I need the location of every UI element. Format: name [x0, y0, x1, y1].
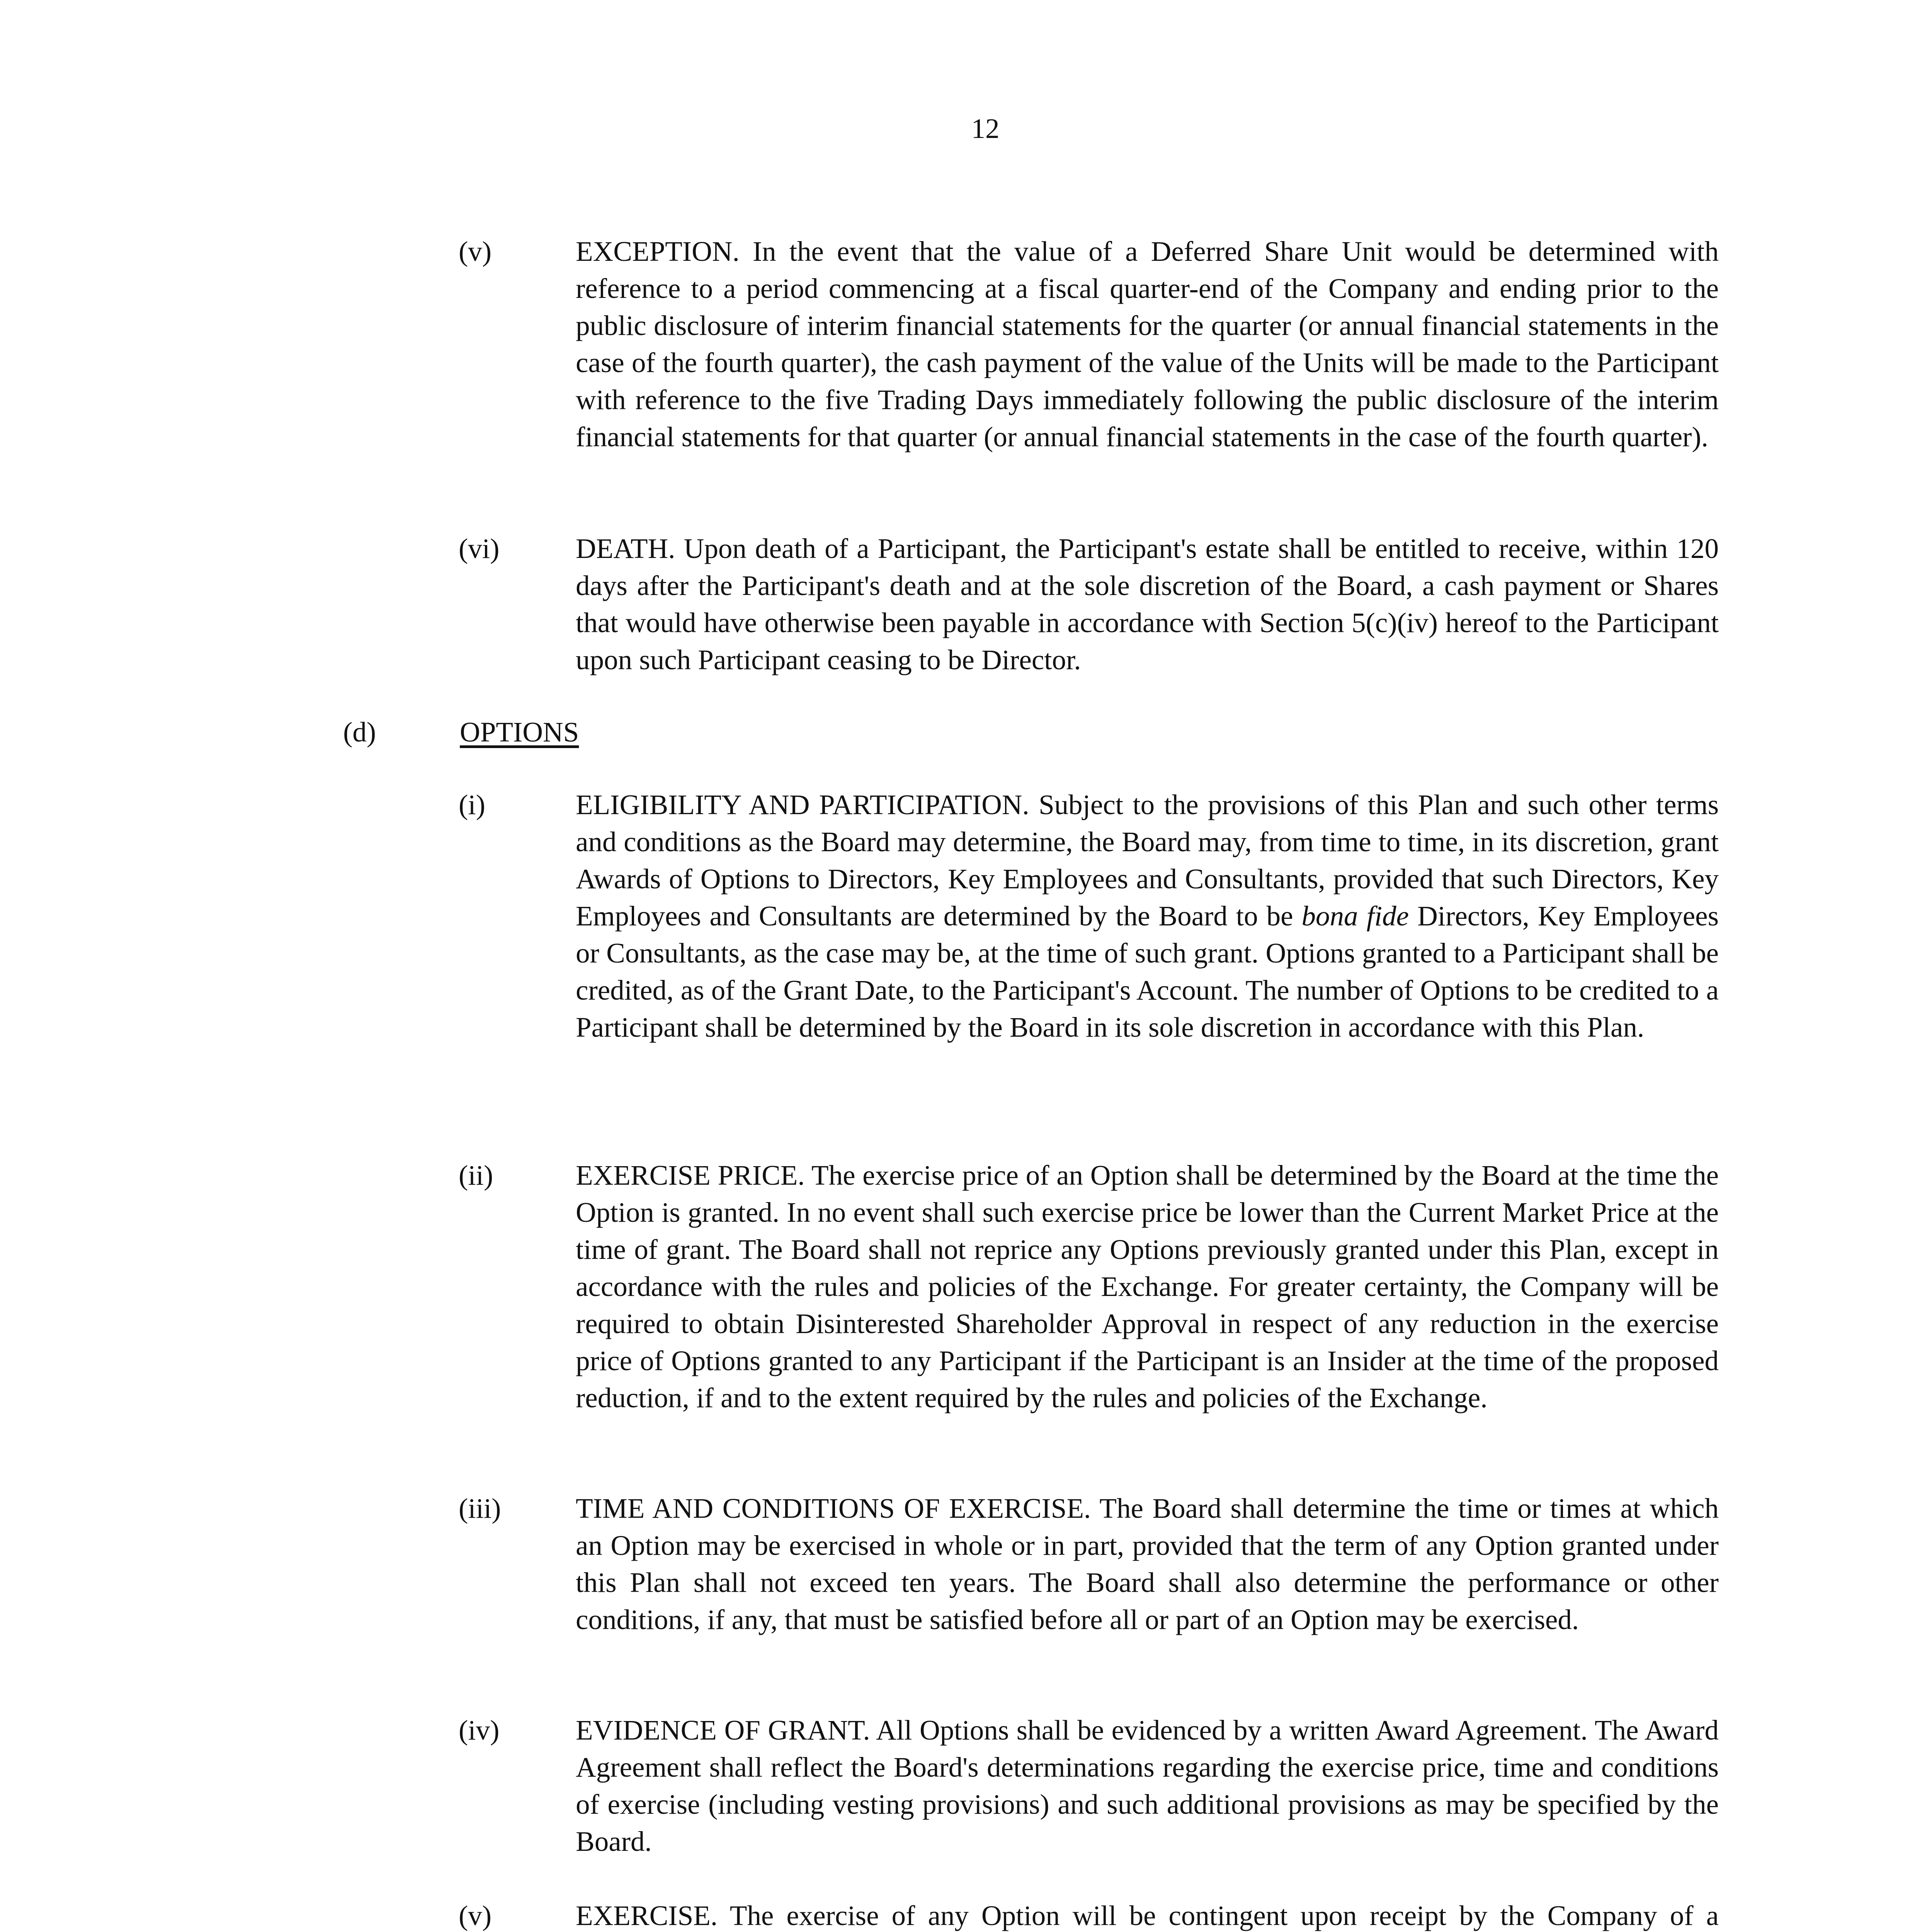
paragraph-number: (ii) — [459, 1160, 493, 1191]
paragraph-text: TIME AND CONDITIONS OF EXERCISE. The Board shall determine the time or times at which an Option may be exercised in whole or in part, provided that the term of any Option granted under this Plan shall not exceed ten years. The Board shall also determine the performance or other conditions, if any, that must be satisfied before all or part of an Option may be exercised. — [576, 1493, 1719, 1635]
section-title: OPTIONS — [460, 716, 579, 748]
paragraph-number: (i) — [459, 789, 485, 820]
italic-term: bona fide — [1301, 900, 1409, 932]
paragraph-number: (iii) — [459, 1493, 501, 1524]
paragraph-number: (v) — [459, 1900, 492, 1931]
paragraph-number: (vi) — [459, 533, 500, 564]
text-segment: ELIGIBILITY AND PARTICIPATION. Subject to the provisions of this Plan and such other terms and conditions as the Board may determine, the Board may, from time to time, in its discretion, grant Awards of Options to Directors, Key Employees and Consultants, provided that such Directors, Key Employees and Consultants are determined by the Board to be — [576, 789, 1719, 932]
paragraph-text: EVIDENCE OF GRANT. All Options shall be evidenced by a written Award Agreement. The Award Agreement shall reflect the Board's determinations regarding the exercise price, time and conditions of exercise (including vesting provisions) and such additional provisions as may be specified by the Board. — [576, 1714, 1719, 1857]
paragraph-text: EXERCISE PRICE. The exercise price of an Option shall be determined by the Board at the time the Option is granted. In no event shall such exercise price be lower than the Current Market Price at the time of grant. The Board shall not reprice any Options previously granted under this Plan, except in accordance with the rules and policies of the Exchange. For greater certainty, the Company will be required to obtain Disinterested Shareholder Approval in respect of any reduction in the exercise price of Options granted to any Participant if the Participant is an Insider at the time of the proposed reduction, if and to the extent required by the rules and policies of the Exchange. — [576, 1160, 1719, 1413]
paragraph-text — [576, 786, 1719, 1046]
paragraph-text: EXCEPTION. In the event that the value of a Deferred Share Unit would be determined with reference to a period commencing at a fiscal quarter-end of the Company and ending prior to the public disclosure of interim financial statements for the quarter (or annual financial statements in the case of the fourth quarter), the cash payment of the value of the Units will be made to the Participant with reference to the five Trading Days immediately following the public disclosure of the interim financial statements for that quarter (or annual financial statements in the case of the fourth quarter). — [576, 236, 1719, 452]
paragraph-text: DEATH. Upon death of a Participant, the Participant's estate shall be entitled to receive, within 120 days after the Participant's death and at the sole discretion of the Board, a cash payment or Shares that would have otherwise been payable in accordance with Section 5(c)(iv) hereof to the Participant upon such Participant ceasing to be Director. — [576, 533, 1719, 675]
page-number: 12 — [971, 113, 1000, 144]
paragraph-number: (v) — [459, 236, 492, 267]
paragraph-number: (iv) — [459, 1714, 500, 1746]
section-label: (d) — [343, 716, 376, 748]
text-segment: Directors, Key Employees or Consultants, as the case may be, at the time of such grant. Options granted to a Participant shall be credited, as of the Grant Date, to the Participant's Account. The number of Options to be credited to a Participant shall be determined by the Board in its sole discretion in accordance with this Plan. — [576, 900, 1719, 1043]
paragraph-text: EXERCISE. The exercise of any Option will be contingent upon receipt by the Company of a — [576, 1900, 1719, 1931]
